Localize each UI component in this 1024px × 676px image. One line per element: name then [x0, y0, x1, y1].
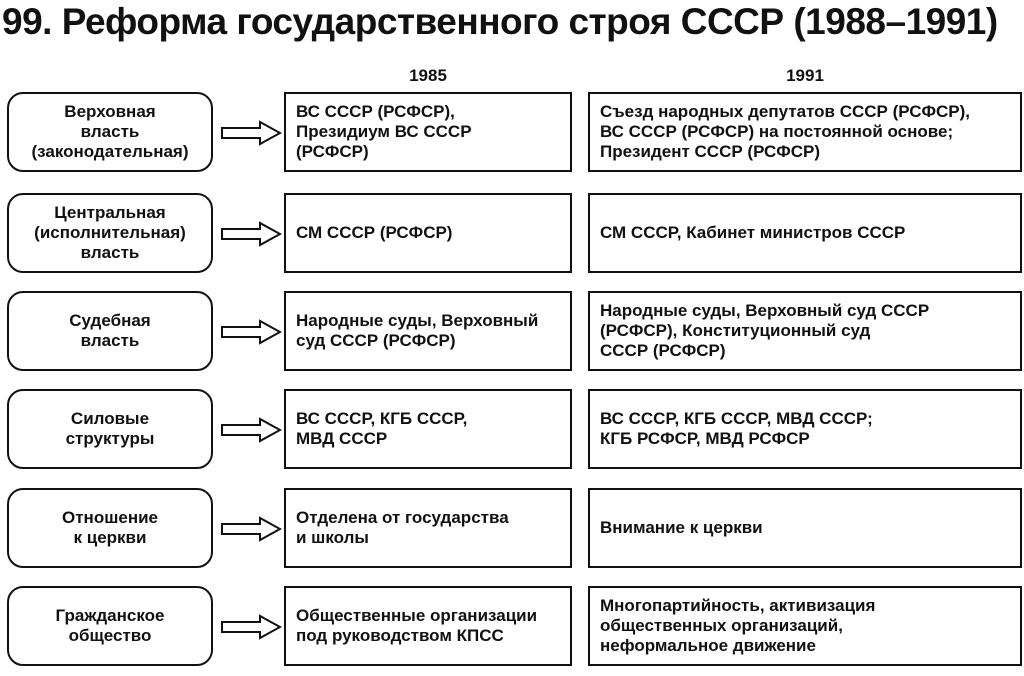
- cell-1991: [588, 488, 1022, 568]
- row-executive: [0, 193, 1024, 275]
- column-header-1991: 1991: [786, 66, 824, 85]
- cell-1985-text: Общественные организации под руководством КПСС: [296, 606, 538, 645]
- category-box: [7, 586, 213, 666]
- cell-1991-text: Народные суды, Верховный суд СССР (РСФСР), Конституционный суд СССР (РСФСР): [600, 301, 930, 360]
- row-judicial: [0, 291, 1024, 373]
- row-church: [0, 488, 1024, 570]
- right-arrow-icon: [220, 417, 282, 443]
- column-header-1985: 1985: [409, 66, 447, 85]
- cell-1991-text: Многопартийность, активизация общественных организаций, неформальное движение: [600, 596, 876, 655]
- right-arrow-icon: [220, 516, 282, 542]
- right-arrow-icon: [220, 319, 282, 345]
- category-label: Судебная власть: [69, 311, 151, 350]
- cell-1985: [284, 291, 572, 371]
- right-arrow-icon: [220, 221, 282, 247]
- cell-1985: [284, 193, 572, 273]
- category-box: [7, 488, 213, 568]
- cell-1985-text: Народные суды, Верховный суд СССР (РСФСР): [296, 311, 539, 350]
- right-arrow-icon: [220, 614, 282, 640]
- cell-1985-text: Отделена от государства и школы: [296, 508, 509, 547]
- category-box: [7, 92, 213, 172]
- cell-1985: [284, 389, 572, 469]
- cell-1991-text: СМ СССР, Кабинет министров СССР: [600, 223, 906, 242]
- cell-1991-text: ВС СССР, КГБ СССР, МВД СССР; КГБ РСФСР, МВД РСФСР: [600, 409, 873, 448]
- cell-1991-text: Съезд народных депутатов СССР (РСФСР), ВС СССР (РСФСР) на постоянной основе; Президент СССР (РСФСР): [600, 102, 970, 161]
- category-label: Верховная власть (законодательная): [31, 102, 189, 161]
- cell-1985: [284, 92, 572, 172]
- row-legislative: [0, 92, 1024, 174]
- cell-1985-text: ВС СССР, КГБ СССР, МВД СССР: [296, 409, 468, 448]
- category-label: Отношение к церкви: [62, 508, 158, 547]
- category-label: Силовые структуры: [65, 409, 155, 448]
- row-civil-society: [0, 586, 1024, 668]
- page-title: 99. Реформа государственного строя СССР (1988–1991): [2, 1, 998, 42]
- category-box: [7, 291, 213, 371]
- cell-1991-text: Внимание к церкви: [600, 518, 763, 537]
- cell-1985-text: ВС СССР (РСФСР), Президиум ВС СССР (РСФСР): [296, 102, 472, 161]
- row-security: [0, 389, 1024, 471]
- category-label: Центральная (исполнительная) власть: [34, 203, 186, 262]
- category-box: [7, 193, 213, 273]
- cell-1985-text: СМ СССР (РСФСР): [296, 223, 453, 242]
- cell-1991: [588, 291, 1022, 371]
- cell-1985: [284, 488, 572, 568]
- cell-1991: [588, 586, 1022, 666]
- cell-1991: [588, 389, 1022, 469]
- right-arrow-icon: [220, 120, 282, 146]
- cell-1991: [588, 92, 1022, 172]
- cell-1991: [588, 193, 1022, 273]
- category-box: [7, 389, 213, 469]
- category-label: Гражданское общество: [55, 606, 165, 645]
- cell-1985: [284, 586, 572, 666]
